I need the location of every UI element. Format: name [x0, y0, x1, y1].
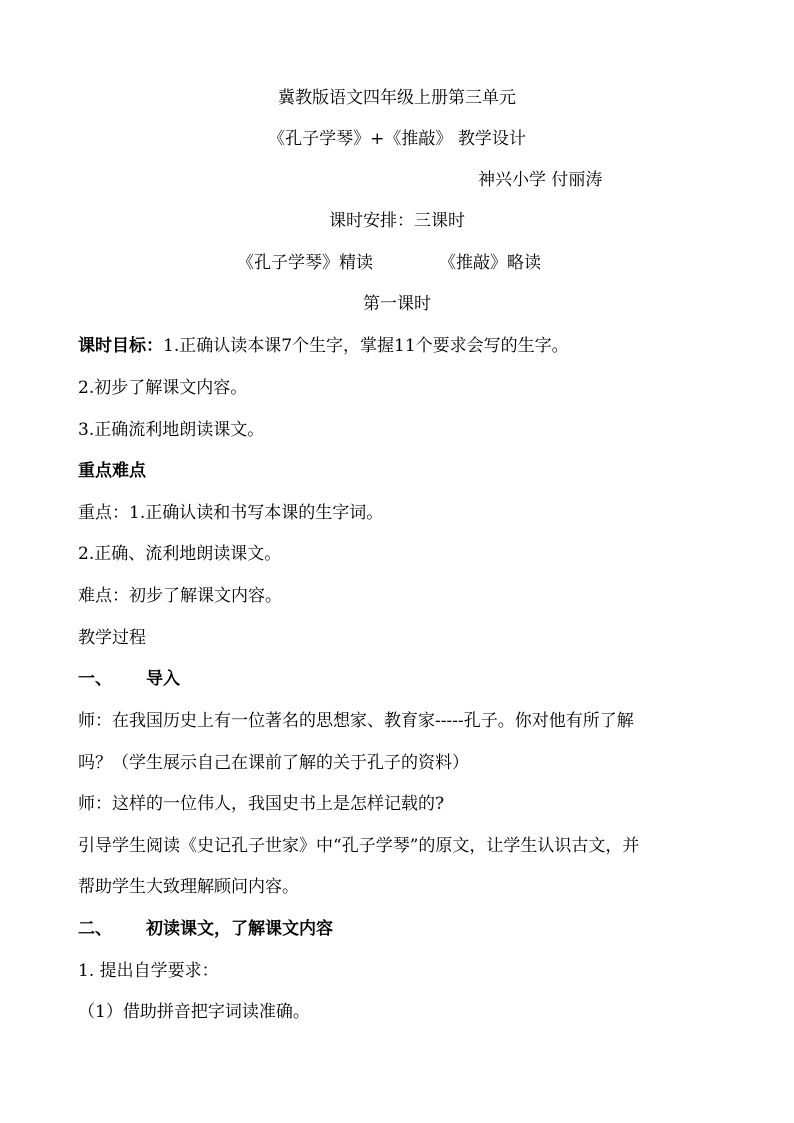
objectives-label: 课时目标： — [78, 336, 163, 356]
process-heading: 教学过程 — [78, 628, 146, 648]
key-point-2: 2.正确、流利地朗读课文。 — [78, 544, 282, 564]
objective-3: 3.正确流利地朗读课文。 — [78, 420, 265, 440]
objective-1: 1.正确认读本课7个生字，掌握11个要求会写的生字。 — [163, 336, 569, 356]
guide-line-a: 引导学生阅读《史记孔子世家》中“孔子学琴”的原文，让学生认识古文，并 — [78, 836, 640, 856]
step-1-1: （1）借助拼音把字词读准确。 — [78, 1002, 310, 1022]
section-1-title: 导入 — [146, 669, 180, 689]
reading-intensive: 《孔子学琴》精读 — [237, 253, 373, 273]
difficulty-line: 难点：初步了解课文内容。 — [78, 586, 282, 606]
lesson-heading: 第一课时 — [363, 294, 431, 314]
section-2-number: 二、 — [78, 919, 112, 939]
document-title: 冀教版语文四年级上册第三单元 — [278, 88, 516, 108]
author-line: 神兴小学 付丽涛 — [478, 170, 603, 190]
objective-2: 2.初步了解课文内容。 — [78, 378, 248, 398]
section-2-heading — [78, 918, 333, 940]
document-subtitle: 《孔子学琴》+《推敲》 教学设计 — [268, 129, 526, 149]
key-point-1: 重点：1.正确认读和书写本课的生字词。 — [78, 503, 384, 523]
teacher-line-1a: 师：在我国历史上有一位著名的思想家、教育家-----孔子。你对他有所了解 — [78, 711, 634, 731]
section-1-heading — [78, 668, 180, 690]
key-points-heading: 重点难点 — [78, 461, 146, 481]
guide-line-b: 帮助学生大致理解顾问内容。 — [78, 877, 299, 897]
objectives-line — [78, 335, 569, 357]
teacher-line-1b: 吗？（学生展示自己在课前了解的关于孔子的资料） — [78, 753, 469, 773]
section-2-title: 初读课文，了解课文内容 — [146, 919, 333, 939]
step-1: 1. 提出自学要求： — [78, 961, 219, 981]
section-1-number: 一、 — [78, 669, 112, 689]
reading-skim: 《推敲》略读 — [439, 253, 541, 273]
teacher-line-2: 师：这样的一位伟人，我国史书上是怎样记载的? — [78, 794, 445, 814]
schedule-line: 课时安排：三课时 — [329, 211, 465, 231]
